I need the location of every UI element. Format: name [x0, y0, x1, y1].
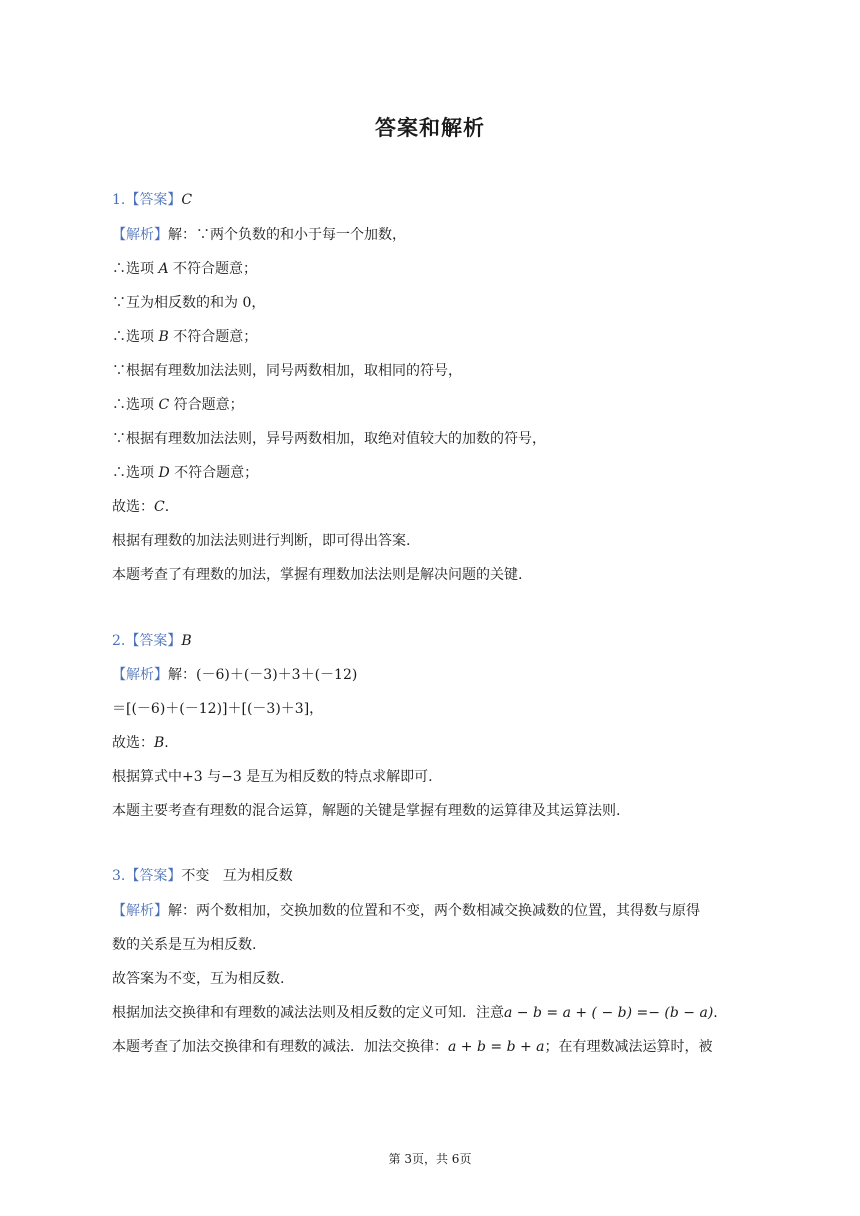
text: 故选：: [112, 499, 154, 515]
q3-answer-tag: 【答案】: [125, 868, 182, 884]
q2-analysis-line: [112, 665, 357, 685]
option-letter: B: [158, 329, 169, 345]
text: .: [713, 1005, 718, 1021]
option-letter: B: [154, 735, 165, 751]
text: 符合题意；: [173, 397, 244, 413]
q1-line-7: ∵根据有理数加法法则，异号两数相加，取绝对值较大的加数的符号，: [112, 431, 546, 447]
q3-line-3: 故答案为不变，互为相反数.: [112, 971, 285, 987]
q2-line-4: 根据算式中+3 与−3 是互为相反数的特点求解即可.: [112, 769, 433, 785]
option-letter: C: [158, 397, 170, 413]
text: 根据加法交换律和有理数的减法法则及相反数的定义可知．注意: [112, 1005, 504, 1021]
math-expression: a + b = b + a: [448, 1039, 545, 1055]
text: ∴选项: [112, 465, 154, 481]
text: ∴选项: [112, 329, 154, 345]
q1-line-9: [112, 497, 169, 517]
q2-answer-tag: 【答案】: [125, 633, 182, 649]
q1-line-2: [112, 259, 257, 279]
q2-line-5: 本题主要考查有理数的混合运算，解题的关键是掌握有理数的运算律及其运算法则.: [112, 803, 621, 819]
q2-number: 2.: [112, 633, 126, 649]
q2-line-2: ＝[(－6)＋(－12)]＋[(－3)＋3]，: [112, 701, 324, 717]
text: 本题考查了加法交换律和有理数的减法．加法交换律：: [112, 1039, 448, 1055]
q1-answer-tag: 【答案】: [125, 192, 182, 208]
q1-answer: C: [181, 192, 193, 208]
q1-line-4: [112, 327, 257, 347]
q3-analysis-text: 解：两个数相加，交换加数的位置和不变，两个数相减交换减数的位置，其得数与原得: [168, 903, 700, 919]
q2-analysis-tag: 【解析】: [112, 667, 168, 683]
q1-line-3: ∵互为相反数的和为 0，: [112, 295, 266, 311]
q3-analysis-tag: 【解析】: [112, 903, 168, 919]
q3-line-5: [112, 1037, 713, 1057]
q1-analysis-tag: 【解析】: [112, 227, 168, 243]
option-letter: D: [158, 465, 170, 481]
q1-answer-line: [112, 190, 192, 210]
q3-analysis-line: [112, 901, 700, 921]
text: .: [164, 735, 169, 751]
q1-line-11: 本题考查了有理数的加法，掌握有理数加法法则是解决问题的关键.: [112, 567, 523, 583]
q3-number: 3.: [112, 868, 126, 884]
q1-line-6: [112, 395, 244, 415]
q2-answer-line: [112, 631, 192, 651]
q1-line-8: [112, 463, 258, 483]
q1-line-5: ∵根据有理数加法法则，同号两数相加，取相同的符号，: [112, 363, 462, 379]
q1-analysis-line: [112, 225, 406, 245]
option-letter: C: [154, 499, 165, 515]
page-title: 答案和解析: [375, 116, 485, 140]
text: 不符合题意；: [173, 329, 258, 345]
q1-analysis-text: 解：∵两个负数的和小于每一个加数，: [168, 227, 406, 243]
q1-line-10: 根据有理数的加法法则进行判断，即可得出答案.: [112, 533, 411, 549]
text: .: [164, 499, 170, 515]
text: ；在有理数减法运算时，被: [544, 1039, 713, 1055]
text: ∴选项: [112, 261, 154, 277]
q3-answer-line: [112, 866, 293, 886]
q2-analysis-text: 解：(－6)＋(－3)＋3＋(－12): [168, 667, 358, 683]
q2-answer: B: [181, 633, 192, 649]
q3-line-2: 数的关系是互为相反数.: [112, 937, 257, 953]
q3-line-4: [112, 1003, 718, 1023]
q1-number: 1.: [112, 192, 126, 208]
page-footer: 第 3页，共 6页: [388, 1152, 472, 1166]
text: 故选：: [112, 735, 154, 751]
q3-answer: 不变 互为相反数: [181, 868, 293, 884]
text: 不符合题意；: [173, 261, 258, 277]
text: ∴选项: [112, 397, 154, 413]
q2-line-3: [112, 733, 169, 753]
option-letter: A: [158, 261, 169, 277]
math-expression: a − b = a + ( − b) =− (b − a): [504, 1005, 714, 1021]
text: 不符合题意；: [174, 465, 259, 481]
